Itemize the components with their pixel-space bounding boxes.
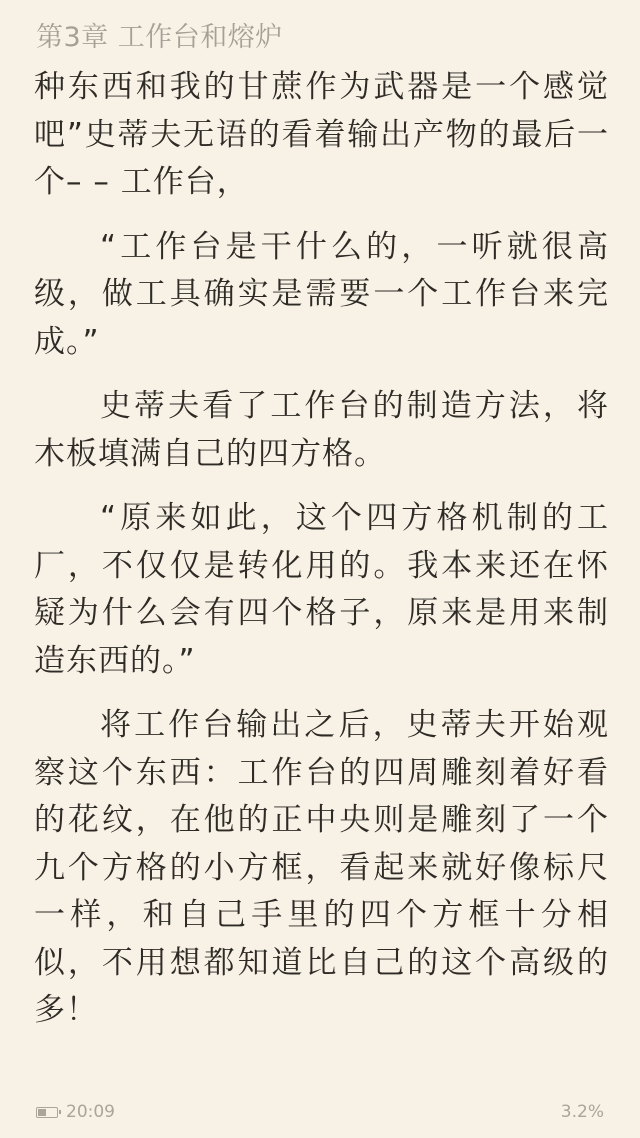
paragraph: “工作台是干什么的，一听就很高级，做工具确实是需要一个工作台来完成。” (34, 228, 609, 360)
reading-content[interactable] (34, 64, 609, 1052)
paragraph: 史蒂夫看了工作台的制造方法，将木板填满自己的四方格。 (34, 388, 609, 472)
paragraph: “原来如此，这个四方格机制的工厂，不仅仅是转化用的。我本来还在怀疑为什么会有四个格子，原来是用来制造东西的。” (34, 500, 609, 679)
paragraph: 将工作台输出之后，史蒂夫开始观察这个东西：工作台的四周雕刻着好看的花纹，在他的正中央则是雕刻了一个九个方格的小方框，看起来就好像标尺一样，和自己手里的四个方框十分相似，不用想都知道比自己的这个高级的多！ (34, 707, 609, 1028)
clock-time: 20:09 (66, 1102, 115, 1122)
status-bar (36, 1100, 604, 1126)
battery-icon (36, 1107, 58, 1118)
paragraph: 种东西和我的甘蔗作为武器是一个感觉吧”史蒂夫无语的看着输出产物的最后一个– – 工作台， (34, 69, 609, 200)
chapter-title: 第3章 工作台和熔炉 (36, 22, 283, 53)
reading-progress: 3.2% (560, 1102, 604, 1122)
